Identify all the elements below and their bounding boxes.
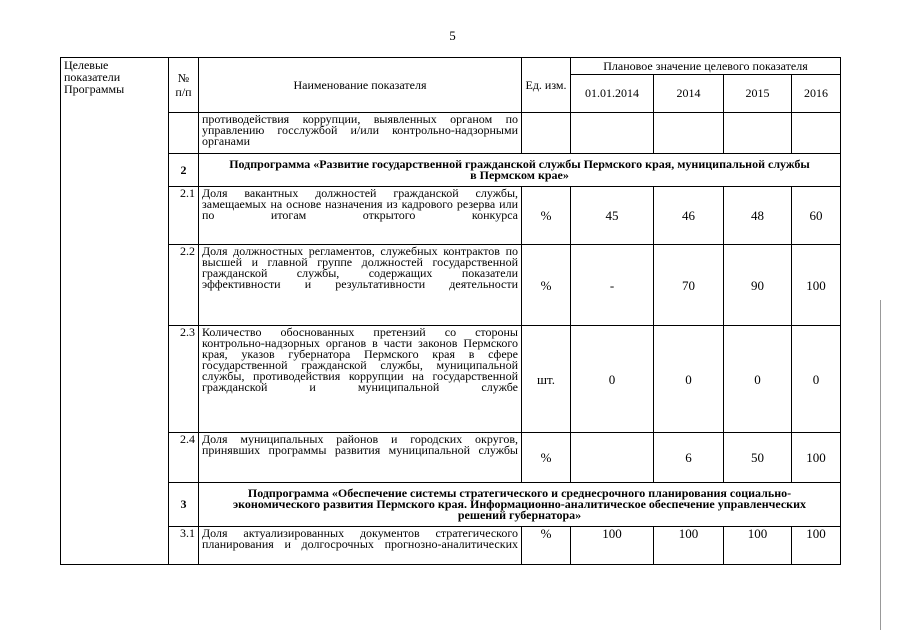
value-cell: 0 (654, 326, 724, 433)
value-cell: 90 (724, 245, 792, 326)
value-cell: 6 (654, 433, 724, 483)
scan-edge-mark (880, 300, 881, 630)
unit-cell (522, 113, 571, 154)
goal-cell (61, 245, 169, 326)
unit-column-header: Ед. изм. (522, 58, 571, 113)
year-header: 2015 (724, 75, 792, 113)
goal-cell (61, 527, 169, 565)
value-cell: 60 (792, 187, 841, 245)
value-cell: 0 (571, 326, 654, 433)
value-cell: 70 (654, 245, 724, 326)
indicator-name: Доля актуализированных документов стратегического планирования и долгосрочных прогнозно-аналитических (199, 527, 522, 565)
goal-cell (61, 326, 169, 433)
subprogram-row (61, 154, 841, 187)
goal-cell (61, 483, 169, 527)
table-row (61, 433, 841, 483)
indicator-name: Доля вакантных должностей гражданской службы, замещаемых на основе назначения из кадрового резерва или по итогам открытого конкурса (199, 187, 522, 245)
value-cell (571, 433, 654, 483)
subprogram-row (61, 483, 841, 527)
row-number: 2.4 (169, 433, 199, 483)
value-cell: 100 (654, 527, 724, 565)
name-column-header: Наименование показателя (199, 58, 522, 113)
year-header: 2016 (792, 75, 841, 113)
value-cell: 0 (724, 326, 792, 433)
indicators-table (60, 57, 841, 565)
indicator-name: Доля муниципальных районов и городских округов, принявших программы развития муниципальной службы (199, 433, 522, 483)
table-row (61, 527, 841, 565)
number-column-header: № п/п (169, 58, 199, 113)
table-row (61, 245, 841, 326)
goal-column-header: Целевые показатели Программы (61, 58, 169, 113)
year-header: 2014 (654, 75, 724, 113)
unit-cell: шт. (522, 326, 571, 433)
goal-cell (61, 154, 169, 187)
year-header: 01.01.2014 (571, 75, 654, 113)
value-cell: 100 (792, 245, 841, 326)
value-cell (654, 113, 724, 154)
row-number (169, 113, 199, 154)
plan-value-header: Плановое значение целевого показателя (571, 58, 841, 75)
unit-cell: % (522, 187, 571, 245)
row-number: 2.3 (169, 326, 199, 433)
indicator-name: Количество обоснованных претензий со стороны контрольно-надзорных органов в части законов Пермского края, указов губернатора Пермского края в сфере государственной гражданской службы, муниципальной службы, противодействия коррупции на государственной гражданской и муниципальной службе (199, 326, 522, 433)
value-cell: 100 (571, 527, 654, 565)
subprogram-number: 2 (169, 154, 199, 187)
goal-cell (61, 187, 169, 245)
subprogram-title: Подпрограмма «Развитие государственной гражданской службы Пермского края, муниципальной службы в Пермском крае» (199, 154, 841, 187)
unit-cell: % (522, 433, 571, 483)
header-row-1 (61, 58, 841, 75)
value-cell: 46 (654, 187, 724, 245)
value-cell: 45 (571, 187, 654, 245)
row-number: 2.2 (169, 245, 199, 326)
indicator-name: противодействия коррупции, выявленных органом по управлению госслужбой и/или контрольно-надзорными органами (199, 113, 522, 154)
value-cell (792, 113, 841, 154)
table-row (61, 187, 841, 245)
row-number: 2.1 (169, 187, 199, 245)
goal-cell (61, 113, 169, 154)
table-row (61, 326, 841, 433)
value-cell: 50 (724, 433, 792, 483)
value-cell: 100 (724, 527, 792, 565)
unit-cell: % (522, 527, 571, 565)
row-number: 3.1 (169, 527, 199, 565)
page-number: 5 (449, 28, 456, 43)
value-cell: 100 (792, 433, 841, 483)
value-cell (724, 113, 792, 154)
table-row (61, 113, 841, 154)
indicator-name: Доля должностных регламентов, служебных контрактов по высшей и главной группе должностей государственной гражданской службы, содержащих показатели эффективности и результативности деятельности (199, 245, 522, 326)
subprogram-number: 3 (169, 483, 199, 527)
unit-cell: % (522, 245, 571, 326)
value-cell: 100 (792, 527, 841, 565)
value-cell (571, 113, 654, 154)
value-cell: 0 (792, 326, 841, 433)
subprogram-title: Подпрограмма «Обеспечение системы стратегического и среднесрочного планирования социально-экономического развития Пермского края. Информационно-аналитическое обеспечение управленческих решений губернатора» (199, 483, 841, 527)
value-cell: 48 (724, 187, 792, 245)
goal-cell (61, 433, 169, 483)
value-cell: - (571, 245, 654, 326)
